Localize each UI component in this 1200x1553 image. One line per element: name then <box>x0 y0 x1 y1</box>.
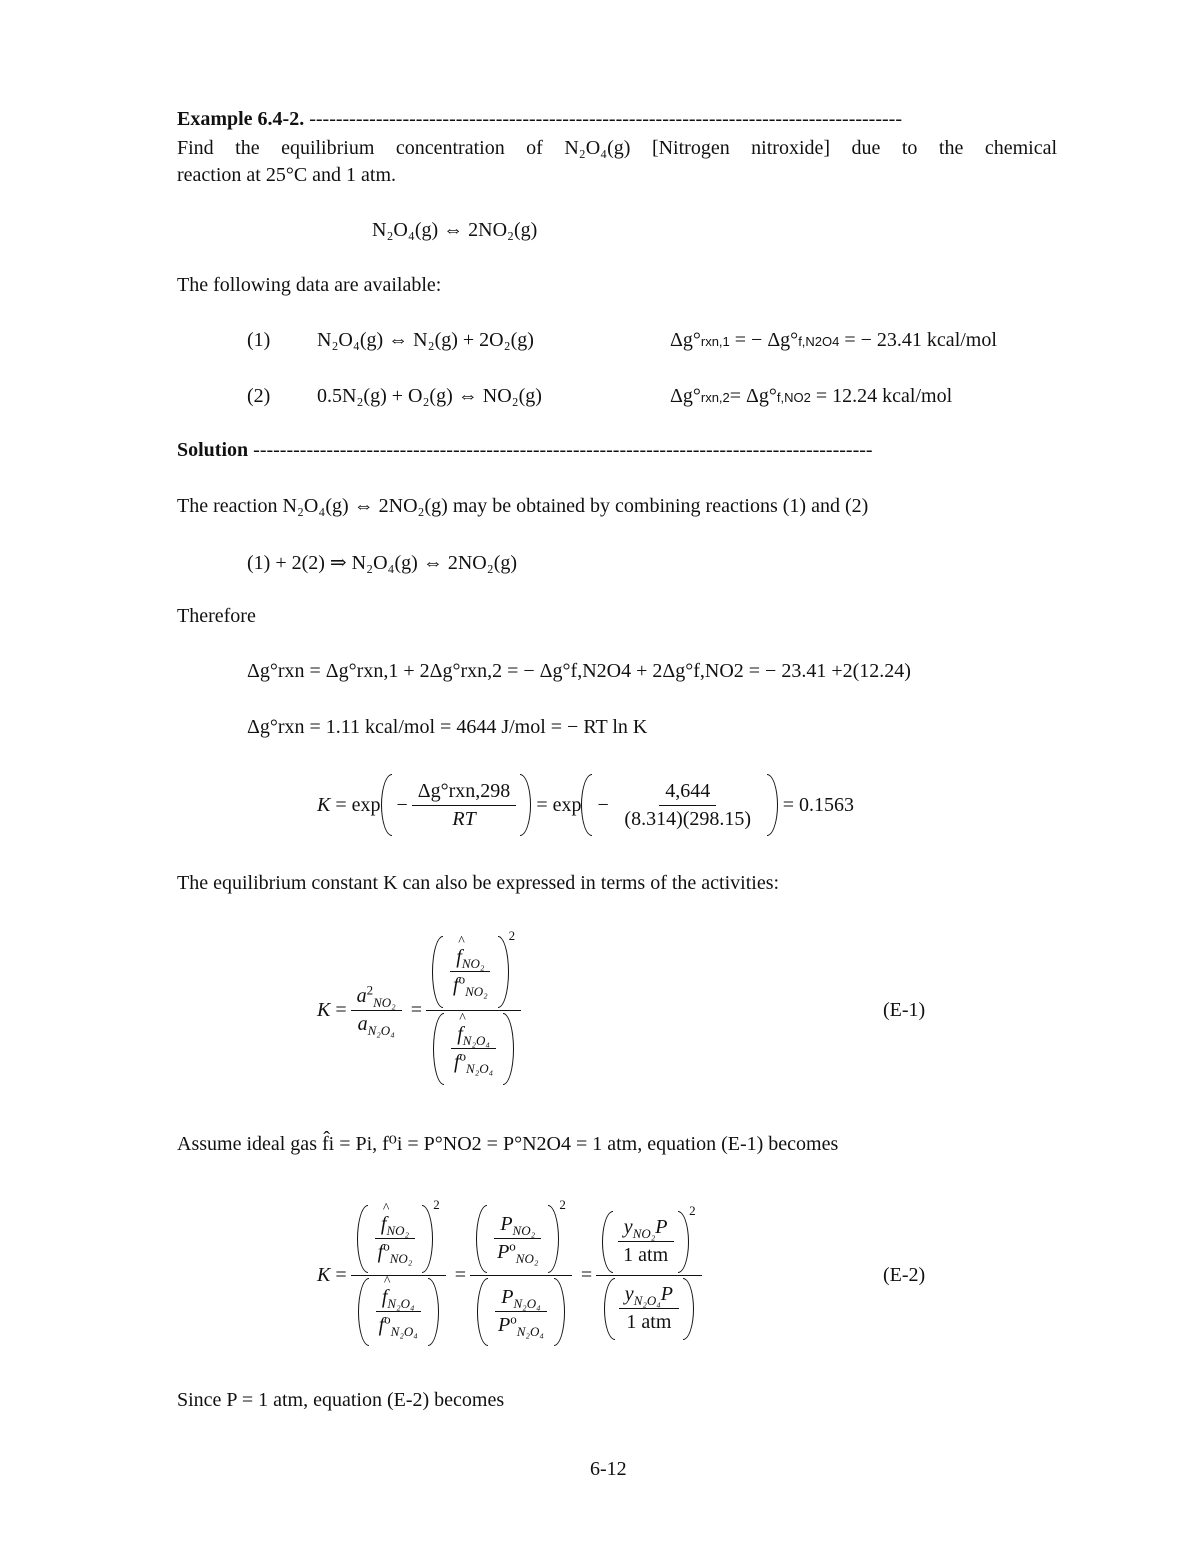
solution-heading <box>177 439 873 462</box>
equation-E2: K = ^ $\frac{f_{NO_2}}{f^o_{NO_2}}$ 2 ^ $\frac{f_{N_2O_4}}{f^o_{N_2O_4}}$ = $\frac{P_{NO_2}}{P^o_{NO_2}}$ 2 $\frac{P_{N_2O_4}}{P^o_{N_2O_4}}$ = $\frac{y_{NO_2}P}{\text{1 atm}}$ 2 $\frac{y_{N_2O_4}P}{\text{1 atm}}$ <box>317 1195 706 1355</box>
K-frac-1-numerator: Δg°rxn,298 <box>412 780 517 806</box>
energy-2-value: = 12.24 kcal/mol <box>810 385 953 407</box>
example-title: Example 6.4-2. <box>177 108 305 130</box>
data-row-1-number: (1) <box>247 329 271 351</box>
energy-1-lhs: Δg° <box>670 329 701 351</box>
gibbs-value-equation: Δg°rxn = 1.11 kcal/mol = 4644 J/mol = − RT ln K <box>247 716 648 738</box>
activities-text: The equilibrium constant K can also be expressed in terms of the activities: <box>177 872 780 894</box>
ideal-gas-text: Assume ideal gas f̂i = Pi, f⁰i = P°NO2 = P°N2O4 = 1 atm, equation (E-1) becomes <box>177 1133 839 1155</box>
K-frac-1-denominator: RT <box>452 807 476 830</box>
energy-1-value: = − 23.41 kcal/mol <box>839 329 997 351</box>
data-intro: The following data are available: <box>177 274 442 296</box>
K-equation: K = exp − $\frac{\text{Δg°rxn,298}}{RT}$ = exp − $\frac{4,644}{(8.314)(298.15)}$ = 0.1563 <box>317 770 854 840</box>
equation-E2-label: (E-2) <box>883 1264 926 1286</box>
E2-atm-top: 1 atm <box>623 1244 669 1266</box>
data-row-1-energy <box>670 329 997 352</box>
problem-line-2: reaction at 25°C and 1 atm. <box>177 164 397 186</box>
energy-1-rest: = − Δg° <box>729 329 799 351</box>
K-result: = 0.1563 <box>782 793 855 816</box>
therefore-text: Therefore <box>177 605 256 627</box>
combine-equation: (1) + 2(2) ⇒ N₂O₄(g) ⇔ 2NO₂(g) <box>247 552 518 574</box>
equation-E1: K = $\frac{a^2_{NO_2}}{a_{N_2O_4}}$ = ^ $\frac{f_{NO_2}}{f^o_{NO_2}}$ 2 ^ $\frac{f_{N_2O_4}}{f^o_{N_2O_4}}$ <box>317 930 525 1090</box>
data-row-2-energy <box>670 385 952 408</box>
heading-dashes: ----------------------------------------------------------------------------------------- <box>309 108 902 130</box>
data-row-1-reaction: N₂O₄(g) ⇔ N₂(g) + 2O₂(g) <box>317 329 534 351</box>
K-frac-2-denominator: (8.314)(298.15) <box>624 807 752 830</box>
problem-line-1: Find the equilibrium concentration of N₂O₄(g) [Nitrogen nitroxide] due to the chemical <box>177 137 1057 159</box>
data-row-2-number: (2) <box>247 385 271 407</box>
energy-2-sub: rxn,2 <box>700 390 730 405</box>
final-text: Since P = 1 atm, equation (E-2) becomes <box>177 1389 505 1411</box>
example-heading <box>177 108 902 131</box>
energy-1-sub2: f,N2O4 <box>798 334 840 349</box>
page-number: 6-12 <box>590 1458 627 1480</box>
energy-2-sub2: f,NO2 <box>776 390 811 405</box>
solution-dashes: --------------------------------------------------------------------------------------------- <box>253 439 873 461</box>
energy-2-lhs: Δg° <box>670 385 701 407</box>
energy-1-sub: rxn,1 <box>700 334 730 349</box>
combine-text: The reaction N₂O₄(g) ⇔ 2NO₂(g) may be obtained by combining reactions (1) and (2) <box>177 495 869 517</box>
main-reaction: N₂O₄(g) ⇔ 2NO₂(g) <box>372 219 538 241</box>
energy-2-rest: = Δg° <box>729 385 777 407</box>
equation-E1-label: (E-1) <box>883 999 926 1021</box>
gibbs-sum-equation: Δg°rxn = Δg°rxn,1 + 2Δg°rxn,2 = − Δg°f,N2O4 + 2Δg°f,NO2 = − 23.41 +2(12.24) <box>247 660 911 682</box>
solution-title: Solution <box>177 439 249 461</box>
K-frac-2-numerator: 4,644 <box>659 780 716 806</box>
E2-atm-bottom: 1 atm <box>626 1311 672 1333</box>
data-row-2-reaction: 0.5N₂(g) + O₂(g) ⇔ NO₂(g) <box>317 385 542 407</box>
